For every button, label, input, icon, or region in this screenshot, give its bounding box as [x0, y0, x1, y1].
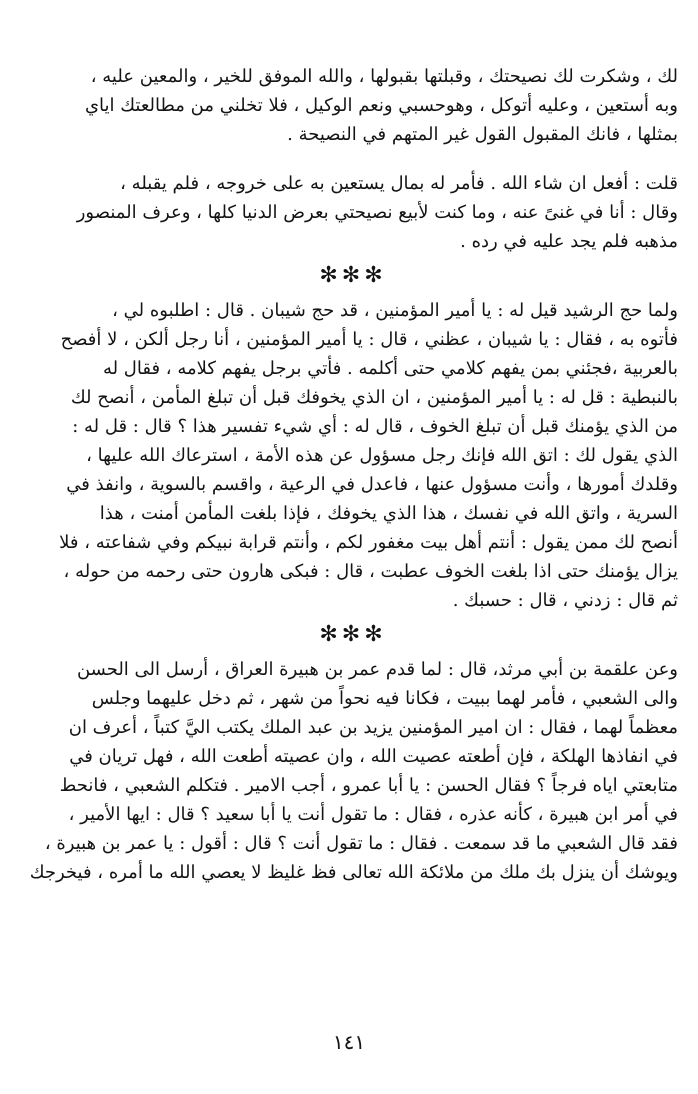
text-line: معظماً لهما ، فقال : ان امير المؤمنين يزيد بن عبد الملك يكتب اليَّ كتباً ، أعرف ان — [68, 717, 678, 738]
text-line: ثم قال : زدني ، قال : حسبك . — [452, 590, 678, 611]
paragraph-3 — [28, 296, 678, 615]
paragraph-1 — [28, 62, 678, 149]
page-number: ١٤١ — [332, 1030, 366, 1054]
text-line: في أمر ابن هبيرة ، كأنه عذره ، فقال : ما تقول أنت يا أبا سعيد ؟ قال : ايها الأمير ، — [68, 804, 678, 825]
text-line: فقد قال الشعبي ما قد سمعت . فقال : ما تقول أنت ؟ قال : أقول : يا عمر بن هبيرة ، — [44, 833, 678, 854]
text-line: وعن علقمة بن أبي مرثد، قال : لما قدم عمر بن هبيرة العراق ، أرسل الى الحسن — [76, 659, 678, 680]
text-line: من الذي يؤمنك قبل أن تبلغ الخوف ، قال له : أي شيء تفسير هذا ؟ قال : قل له : — [72, 416, 678, 437]
text-line: وقال : أنا في غنىً عنه ، وما كنت لأبيع نصيحتي بعرض الدنيا كلها ، وعرف المنصور — [76, 202, 678, 223]
text-line: يزال يؤمنك حتى اذا بلغت الخوف عطبت ، قال : فبكى هارون حتى رحمه من حوله ، — [63, 561, 678, 582]
text-line: الذي يقول لك : اتق الله فإنك رجل مسؤول عن هذه الأمة ، استرعاك الله عليها ، — [86, 445, 678, 466]
section-separator: ✻✻✻ — [319, 622, 387, 647]
text-line: ويوشك أن ينزل بك ملك من ملائكة الله تعالى فظ غليظ لا يعصي الله ما أمره ، فيخرجك — [29, 862, 678, 883]
text-line: بمثلها ، فانك المقبول القول غير المتهم في النصيحة . — [287, 124, 678, 145]
paragraph-4 — [28, 655, 678, 887]
section-separator: ✻✻✻ — [319, 263, 387, 288]
text-line: والى الشعبي ، فأمر لهما ببيت ، فكانا فيه نحواً من شهر ، ثم دخل عليهما وجلس — [91, 688, 678, 709]
paragraph-2 — [28, 169, 678, 256]
text-line: مذهبه فلم يجد عليه في رده . — [460, 231, 678, 252]
text-line: بالعربية ،فجئني بمن يفهم كلامي حتى أكلمه . فأتي برجل يفهم كلامه ، فقال له — [102, 358, 678, 379]
text-line: بالنبطية : قل له : يا أمير المؤمنين ، ان الذي يخوفك قبل أن تبلغ المأمن ، أنصح لك — [70, 387, 678, 408]
text-line: لك ، وشكرت لك نصيحتك ، وقبلتها بقبولها ، والله الموفق للخير ، والمعين عليه ، — [90, 66, 678, 87]
text-line: السرية ، واتق الله في نفسك ، هذا الذي يخوفك ، فإذا بلغت المأمن أمنت ، هذا — [99, 503, 678, 524]
text-line: فأتوه به ، فقال : يا شيبان ، عظني ، قال : يا أمير المؤمنين ، أنا رجل ألكن ، لا أفصح — [60, 329, 678, 350]
text-line: في انفاذها الهلكة ، فإن أطعته عصيت الله ، وان عصيته أطعت الله ، فهل تريان في — [69, 746, 678, 767]
text-line: أنصح لك ممن يقول : أنتم أهل بيت مغفور لكم ، وأنتم قرابة نبيكم وفي شفاعته ، فلا — [59, 532, 678, 553]
text-line: قلت : أفعل ان شاء الله . فأمر له بمال يستعين به على خروجه ، فلم يقبله ، — [120, 173, 678, 194]
text-line: وبه أستعين ، وعليه أتوكل ، وهوحسبي ونعم الوكيل ، فلا تخلني من مطالعتك اياي — [84, 95, 678, 116]
text-line: وقلدك أمورها ، وأنت مسؤول عنها ، فاعدل في الرعية ، واقسم بالسوية ، وانفذ في — [66, 474, 678, 495]
page-text — [28, 62, 678, 887]
text-line: متابعتي اياه فرجاً ؟ فقال الحسن : يا أبا عمرو ، أجب الامير . فتكلم الشعبي ، فانحط — [59, 775, 678, 796]
text-line: ولما حج الرشيد قيل له : يا أمير المؤمنين ، قد حج شيبان . قال : اطلبوه لي ، — [112, 300, 678, 321]
